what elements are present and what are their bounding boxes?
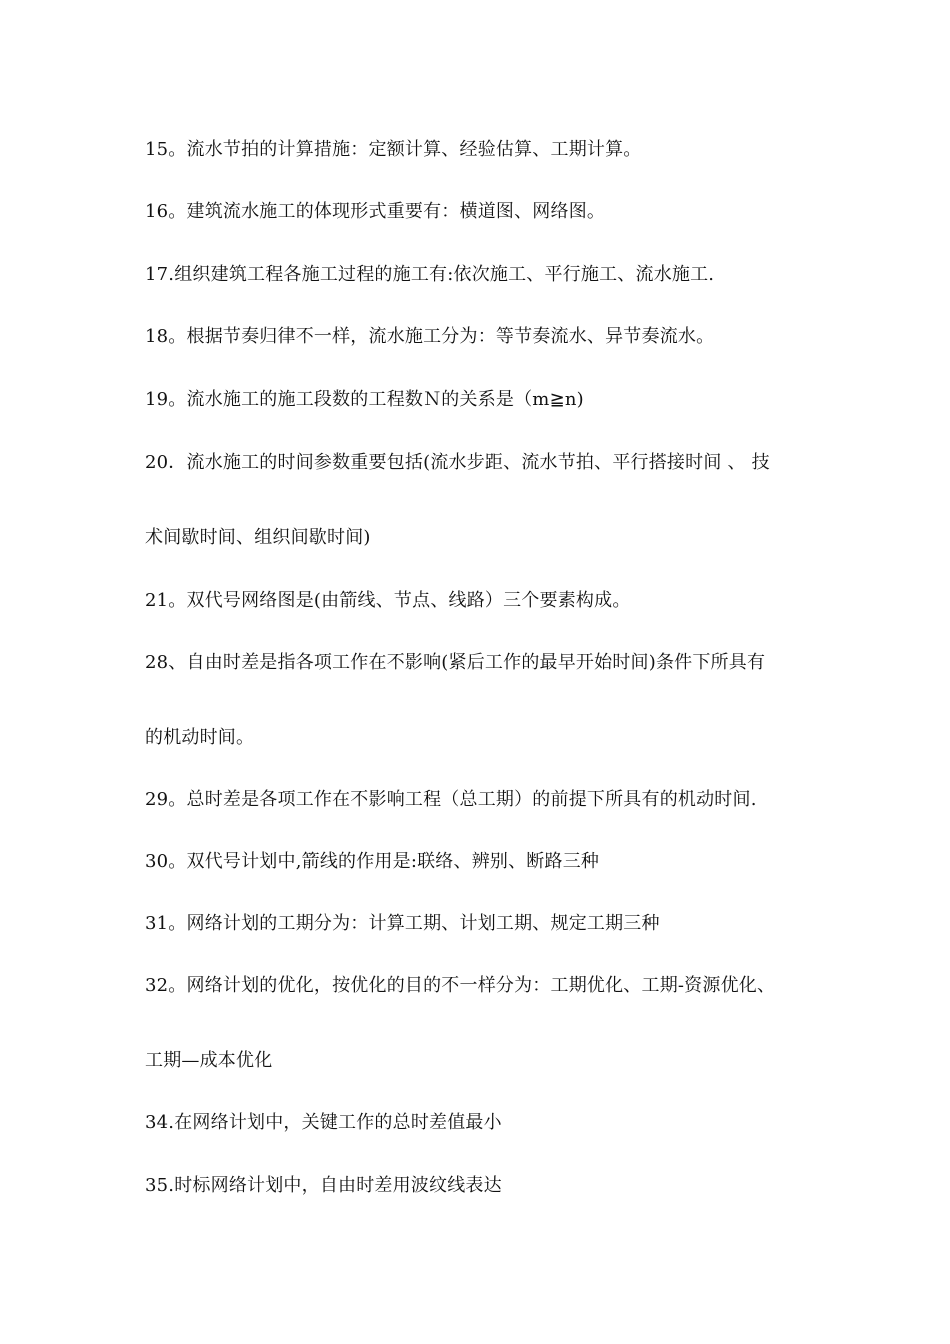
text-line-20-continued: 术间歇时间、组织间歇时间) xyxy=(145,527,371,548)
text-line-15: 15。流水节拍的计算措施：定额计算、经验估算、工期计算。 xyxy=(145,139,642,160)
text-line-31: 31。网络计划的工期分为：计算工期、计划工期、规定工期三种 xyxy=(145,913,660,934)
text-line-29: 29。总时差是各项工作在不影响工程（总工期）的前提下所具有的机动时间. xyxy=(145,789,757,810)
text-line-32-continued: 工期—成本优化 xyxy=(145,1050,273,1071)
text-line-16: 16。建筑流水施工的体现形式重要有：横道图、网络图。 xyxy=(145,201,606,222)
text-line-30: 30。双代号计划中,箭线的作用是:联络、辨别、断路三种 xyxy=(145,851,600,872)
text-line-32: 32。网络计划的优化，按优化的目的不一样分为：工期优化、工期-资源优化、 xyxy=(145,975,776,996)
text-line-19: 19。流水施工的施工段数的工程数Ｎ的关系是（m≧n) xyxy=(145,389,584,410)
text-line-20: 20．流水施工的时间参数重要包括(流水步距、流水节拍、平行搭接时间 、 技 xyxy=(145,452,770,473)
text-line-35: 35.时标网络计划中，自由时差用波纹线表达 xyxy=(145,1175,502,1196)
text-line-17: 17.组织建筑工程各施工过程的施工有:依次施工、平行施工、流水施工. xyxy=(145,264,715,285)
text-line-28: 28、自由时差是指各项工作在不影响(紧后工作的最早开始时间)条件下所具有 xyxy=(145,652,766,673)
text-line-34: 34.在网络计划中，关键工作的总时差值最小 xyxy=(145,1112,502,1133)
text-line-28-continued: 的机动时间。 xyxy=(145,727,255,748)
text-line-18: 18。根据节奏归律不一样，流水施工分为：等节奏流水、异节奏流水。 xyxy=(145,326,715,347)
text-line-21: 21。双代号网络图是(由箭线、节点、线路）三个要素构成。 xyxy=(145,590,631,611)
